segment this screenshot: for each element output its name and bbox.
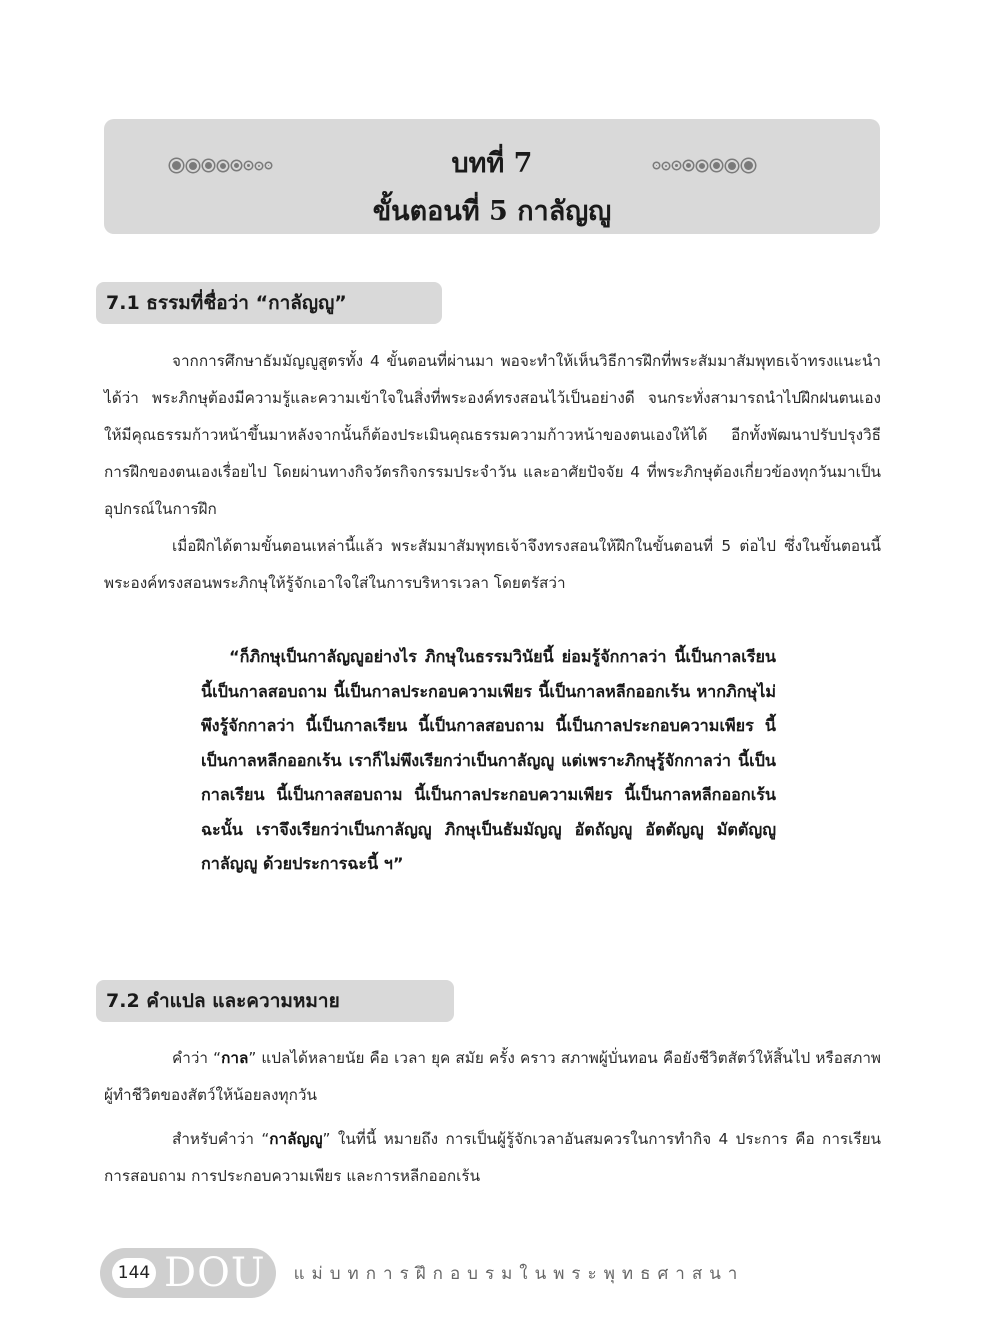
section-heading-7-2: 7.2 คำแปล และความหมาย	[96, 980, 454, 1022]
chapter-banner	[104, 119, 880, 234]
paragraph: จากการศึกษาธัมมัญญูสูตรทั้ง 4 ขั้นตอนที่ผ่านมา พอจะทำให้เห็นวิธีการฝึกที่พระสัมมาสัมพุทธเจ้าทรงแนะนำได้ว่า พระภิกษุต้องมีความรู้และความเข้าใจในสิ่งที่พระองค์ทรงสอนไว้เป็นอย่างดี จนกระทั่งสามารถนำไปฝึกฝนตนเองให้มีคุณธรรมก้าวหน้าขึ้นมาหลังจากนั้นก็ต้องประเมินคุณธรรมความก้าวหน้าของตนเองให้ได้ อีกทั้งพัฒนาปรับปรุงวิธีการฝึกของตนเองเรื่อยไป โดยผ่านทางกิจวัตรกิจกรรมประจำวัน และอาศัยปัจจัย 4 ที่พระภิกษุต้องเกี่ยวข้องทุกวันมาเป็นอุปกรณ์ในการฝึก	[104, 352, 881, 518]
text: คำว่า “	[172, 1049, 222, 1067]
dot-icon	[726, 160, 738, 172]
dot-icon	[654, 163, 659, 168]
term-kala: กาล	[221, 1049, 249, 1067]
dot-icon	[684, 161, 693, 170]
page-footer	[100, 1248, 744, 1298]
paragraph	[104, 1121, 881, 1195]
dot-icon	[673, 162, 680, 169]
footer-badge	[100, 1248, 276, 1298]
chapter-title: ขั้นตอนที่ 5 กาลัญญู	[372, 196, 612, 227]
dot-icon	[742, 159, 755, 172]
scripture-quote: “ก็ภิกษุเป็นกาลัญญูอย่างไร ภิกษุในธรรมวินัยนี้ ย่อมรู้จักกาลว่า นี้เป็นกาลเรียน นี้เป็นกาลสอบถาม นี้เป็นกาลประกอบความเพียร นี้เป็นกาลหลีกออกเร้น หากภิกษุไม่พึงรู้จักกาลว่า นี้เป็นกาลเรียน นี้เป็นกาลสอบถาม นี้เป็นกาลประกอบความเพียร นี้เป็นกาลหลีกออกเร้น เราก็ไม่พึงเรียกว่าเป็นกาลัญญู แต่เพราะภิกษุรู้จักกาลว่า นี้เป็นกาลเรียน นี้เป็นกาลสอบถาม นี้เป็นกาลประกอบความเพียร นี้เป็นกาลหลีกออกเร้น ฉะนั้น เราจึงเรียกว่าเป็นกาลัญญู ภิกษุเป็นธัมมัญญู อัตถัญญู อัตตัญญู มัตตัญญู กาลัญญู ด้วยประการฉะนี้ ฯ”	[201, 647, 776, 873]
paragraph: เมื่อฝึกได้ตามขั้นตอนเหล่านี้แล้ว พระสัมมาสัมพุทธเจ้าจึงทรงสอนให้ฝึกในขั้นตอนที่ 5 ต่อไป ซึ่งในขั้นตอนนี้พระองค์ทรงสอนพระภิกษุให้รู้จักเอาใจใส่ในการบริหารเวลา โดยตรัสว่า	[104, 537, 881, 592]
paragraph	[104, 1040, 881, 1114]
dot-icon	[711, 160, 722, 171]
text: ” ในที่นี้ หมายถึง การเป็นผู้รู้จักเวลาอันสมควรในการทำกิจ 4 ประการ คือ การเรียน การสอบถาม การประกอบความเพียร และการหลีกออกเร้น	[104, 1130, 881, 1185]
term-kalannu: กาลัญญู	[269, 1130, 323, 1148]
text: สำหรับคำว่า “	[172, 1130, 270, 1148]
section-heading-7-1: 7.1 ธรรมที่ชื่อว่า “กาลัญญู”	[96, 282, 442, 324]
brand-logo: DOU	[164, 1250, 266, 1296]
decorative-dots-right	[654, 159, 755, 172]
dot-icon	[663, 163, 669, 169]
chapter-number: บทที่ 7	[451, 148, 533, 179]
dot-icon	[697, 161, 707, 171]
book-title: แม่บทการฝึกอบรมในพระพุทธศาสนา	[293, 1263, 745, 1284]
page-number: 144	[112, 1258, 156, 1288]
text: ” แปลได้หลายนัย คือ เวลา ยุค สมัย ครั้ง คราว สภาพผู้บั่นทอน คือยังชีวิตสัตว์ให้สิ้นไป หรือสภาพผู้ทำชีวิตของสัตว์ให้น้อยลงทุกวัน	[104, 1049, 881, 1104]
